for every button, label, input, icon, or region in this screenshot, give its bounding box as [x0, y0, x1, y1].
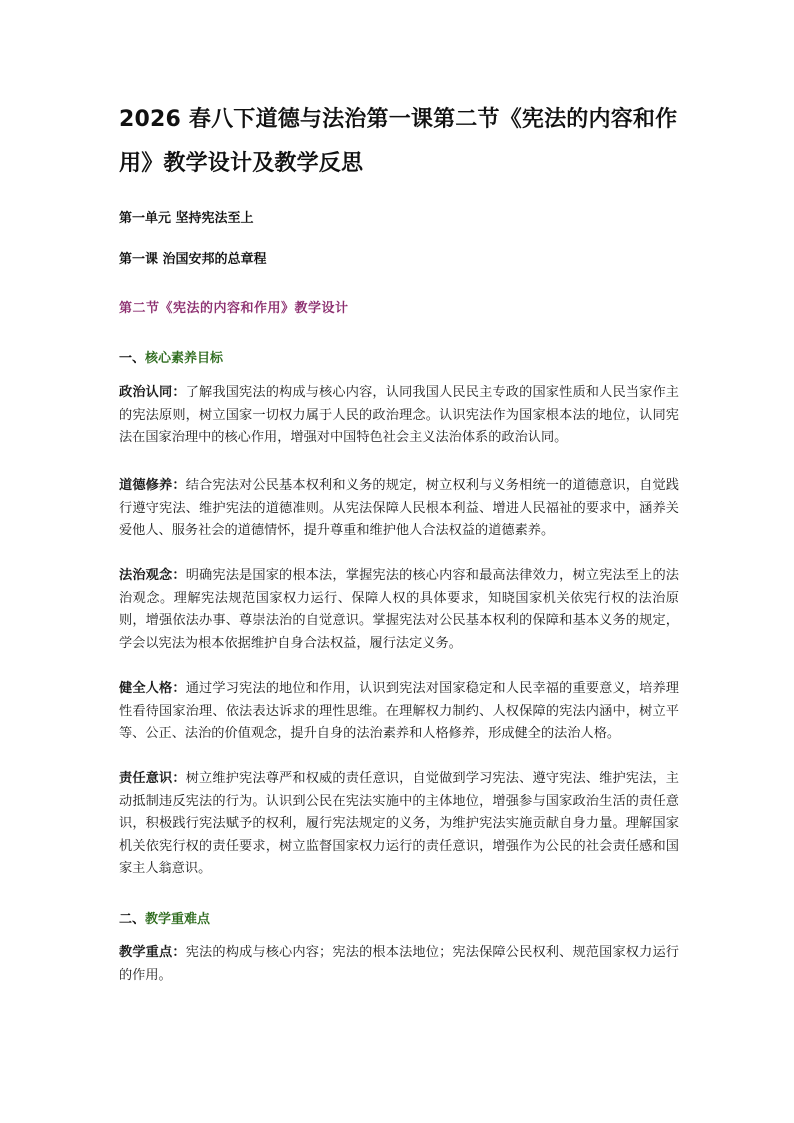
document-title: 2026 春八下道德与法治第一课第二节《宪法的内容和作用》教学设计及教学反思 — [119, 107, 678, 176]
part1-heading — [119, 347, 223, 366]
key-points-text: 宪法的构成与核心内容；宪法的根本法地位；宪法保障公民权利、规范国家权力运行的作用。 — [119, 945, 679, 983]
teaching-key-points — [119, 942, 679, 987]
objective-text: 明确宪法是国家的根本法，掌握宪法的核心内容和最高法律效力，树立宪法至上的法治观念。理解宪法规范国家权力运行、保障人权的具体要求，知晓国家机关依宪行权的法治原则，增强依法办事、尊崇法治的自觉意识。掌握宪法对公民基本权利的保障和基本义务的规定，学会以宪法为根本依据维护自身合法权益，履行法定义务。 — [119, 568, 679, 651]
objective-text: 树立维护宪法尊严和权威的责任意识，自觉做到学习宪法、遵守宪法、维护宪法，主动抵制违反宪法的行为。认识到公民在宪法实施中的主体地位，增强参与国家政治生活的责任意识，积极践行宪法赋予的权利，履行宪法规定的义务，为维护宪法实施贡献自身力量。理解国家机关依宪行权的责任要求，树立监督国家权力运行的责任意识，增强作为公民的社会责任感和国家主人翁意识。 — [119, 771, 679, 876]
objective-sound-personality — [119, 678, 679, 746]
objective-text: 了解我国宪法的构成与核心内容，认同我国人民民主专政的国家性质和人民当家作主的宪法原则，树立国家一切权力属于人民的政治理念。认识宪法作为国家根本法的地位，认同宪法在国家治理中的核心作用，增强对中国特色社会主义法治体系的政治认同。 — [119, 385, 679, 445]
objective-rule-of-law — [119, 565, 679, 655]
part1-label: 核心素养目标 — [145, 351, 224, 366]
objective-lead: 政治认同： — [119, 385, 186, 400]
part2-prefix: 二、 — [119, 912, 146, 927]
part2-heading — [119, 908, 210, 927]
objective-moral-cultivation — [119, 475, 679, 543]
document-page — [119, 98, 679, 983]
objective-responsibility — [119, 768, 679, 881]
objective-lead: 责任意识： — [119, 771, 186, 786]
unit-heading: 第一单元 坚持宪法至上 — [119, 211, 254, 226]
part1-prefix: 一、 — [119, 351, 146, 366]
section-heading: 第二节《宪法的内容和作用》教学设计 — [119, 301, 349, 316]
objective-lead: 健全人格： — [119, 681, 186, 696]
objective-lead: 道德修养： — [119, 478, 186, 493]
lesson-heading: 第一课 治国安邦的总章程 — [119, 252, 267, 267]
key-points-lead: 教学重点： — [119, 945, 186, 960]
part2-label: 教学重难点 — [145, 912, 211, 927]
objective-political-identity — [119, 382, 679, 450]
objective-text: 通过学习宪法的地位和作用，认识到宪法对国家稳定和人民幸福的重要意义，培养理性看待国家治理、依法表达诉求的理性思维。在理解权力制约、人权保障的宪法内涵中，树立平等、公正、法治的价值观念，提升自身的法治素养和人格修养，形成健全的法治人格。 — [119, 681, 679, 741]
objective-lead: 法治观念： — [119, 568, 186, 583]
objective-text: 结合宪法对公民基本权利和义务的规定，树立权利与义务相统一的道德意识，自觉践行遵守宪法、维护宪法的道德准则。从宪法保障人民根本利益、增进人民福祉的要求中，涵养关爱他人、服务社会的道德情怀，提升尊重和维护他人合法权益的道德素养。 — [119, 478, 679, 538]
